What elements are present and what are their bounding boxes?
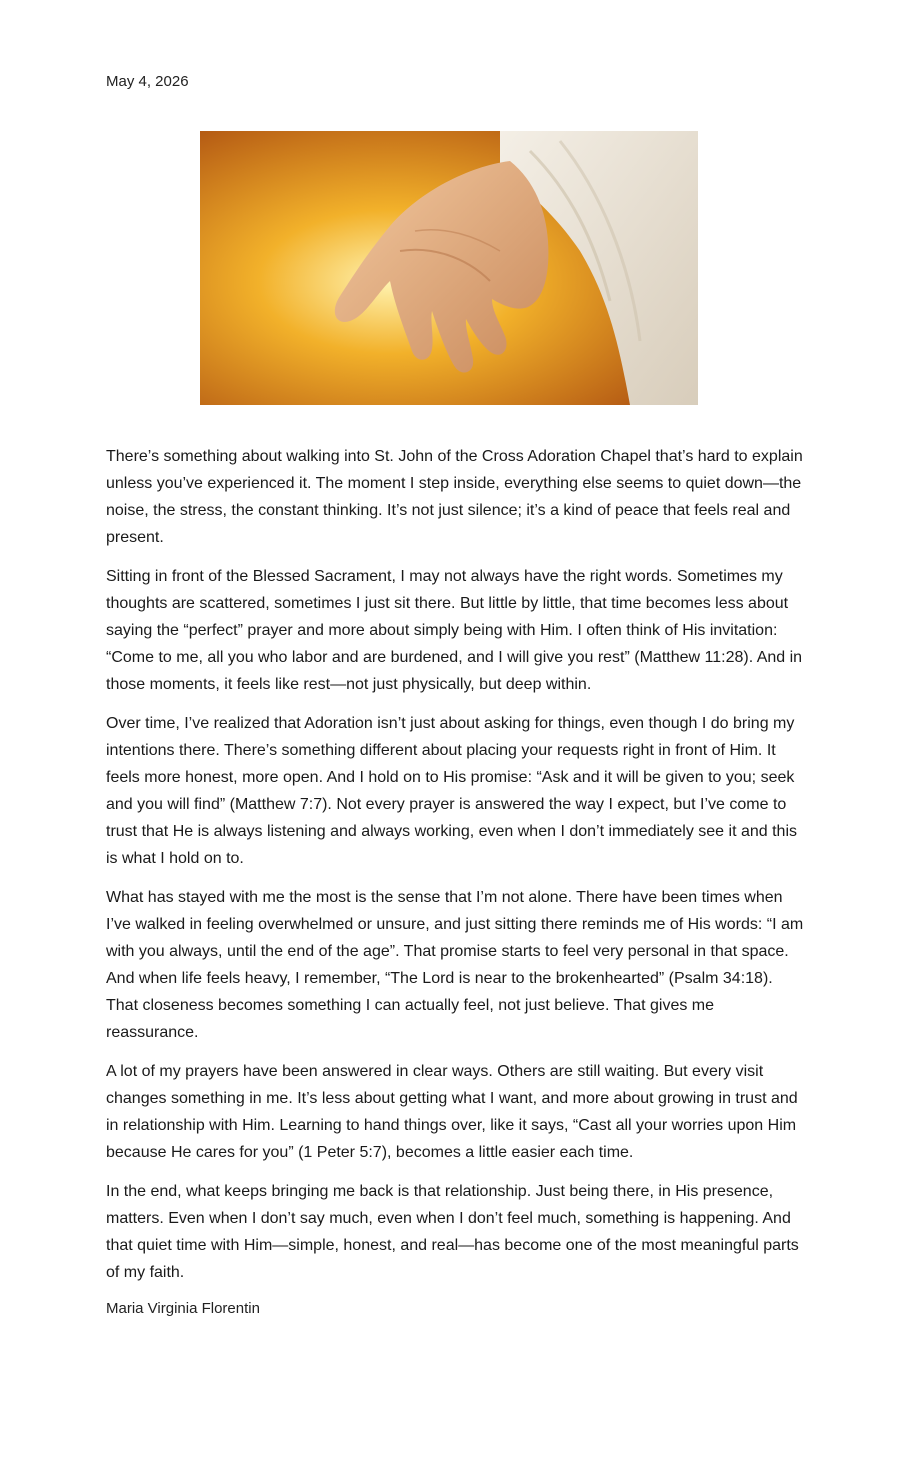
outstretched-hand-illustration bbox=[200, 131, 698, 405]
paragraph-2: Sitting in front of the Blessed Sacrament, I may not always have the right words. Sometimes my thoughts are scattered, sometimes I just sit there. But little by little, that time becomes less about saying the “perfect” prayer and more about simply being with Him. I often think of His invitation: “Come to me, all you who labor and are burdened, and I will give you rest” (Matthew 11:28). And in those moments, it feels like rest—not just physically, but deep within. bbox=[106, 568, 803, 693]
hand-image bbox=[200, 131, 698, 405]
paragraph-6: In the end, what keeps bringing me back is that relationship. Just being there, in His presence, matters. Even when I don’t say much, even when I don’t feel much, something is happening. And that quiet time with Him—simple, honest, and real—has become one of the most meaningful parts of my faith. bbox=[106, 1183, 799, 1281]
paragraph-1: There’s something about walking into St. John of the Cross Adoration Chapel that’s hard to explain unless you’ve experienced it. The moment I step inside, everything else seems to quiet down—the noise, the stress, the constant thinking. It’s not just silence; it’s a kind of peace that feels real and present. bbox=[106, 448, 803, 546]
paragraph-3: Over time, I’ve realized that Adoration isn’t just about asking for things, even though I do bring my intentions there. There’s something different about placing your requests right in front of Him. It feels more honest, more open. And I hold on to His promise: “Ask and it will be given to you; seek and you will find” (Matthew 7:7). Not every prayer is answered the way I expect, but I’ve come to trust that He is always listening and always working, even when I don’t immediately see it and this is what I hold on to. bbox=[106, 715, 798, 867]
letter-body bbox=[106, 443, 806, 1320]
document-date: May 4, 2026 bbox=[106, 73, 189, 90]
paragraph-5: A lot of my prayers have been answered in clear ways. Others are still waiting. But every visit changes something in me. It’s less about getting what I want, and more about growing in trust and in relationship with Him. Learning to hand things over, like it says, “Cast all your worries upon Him because He cares for you” (1 Peter 5:7), becomes a little easier each time. bbox=[106, 1063, 798, 1161]
author-signature: Maria Virginia Florentin bbox=[106, 1300, 260, 1317]
paragraph-4: What has stayed with me the most is the sense that I’m not alone. There have been times when I’ve walked in feeling overwhelmed or unsure, and just sitting there reminds me of His words: “I am with you always, until the end of the age”. That promise starts to feel very personal in that space. And when life feels heavy, I remember, “The Lord is near to the brokenhearted” (Psalm 34:18). That closeness becomes something I can actually feel, not just believe. That gives me reassurance. bbox=[106, 889, 804, 1041]
